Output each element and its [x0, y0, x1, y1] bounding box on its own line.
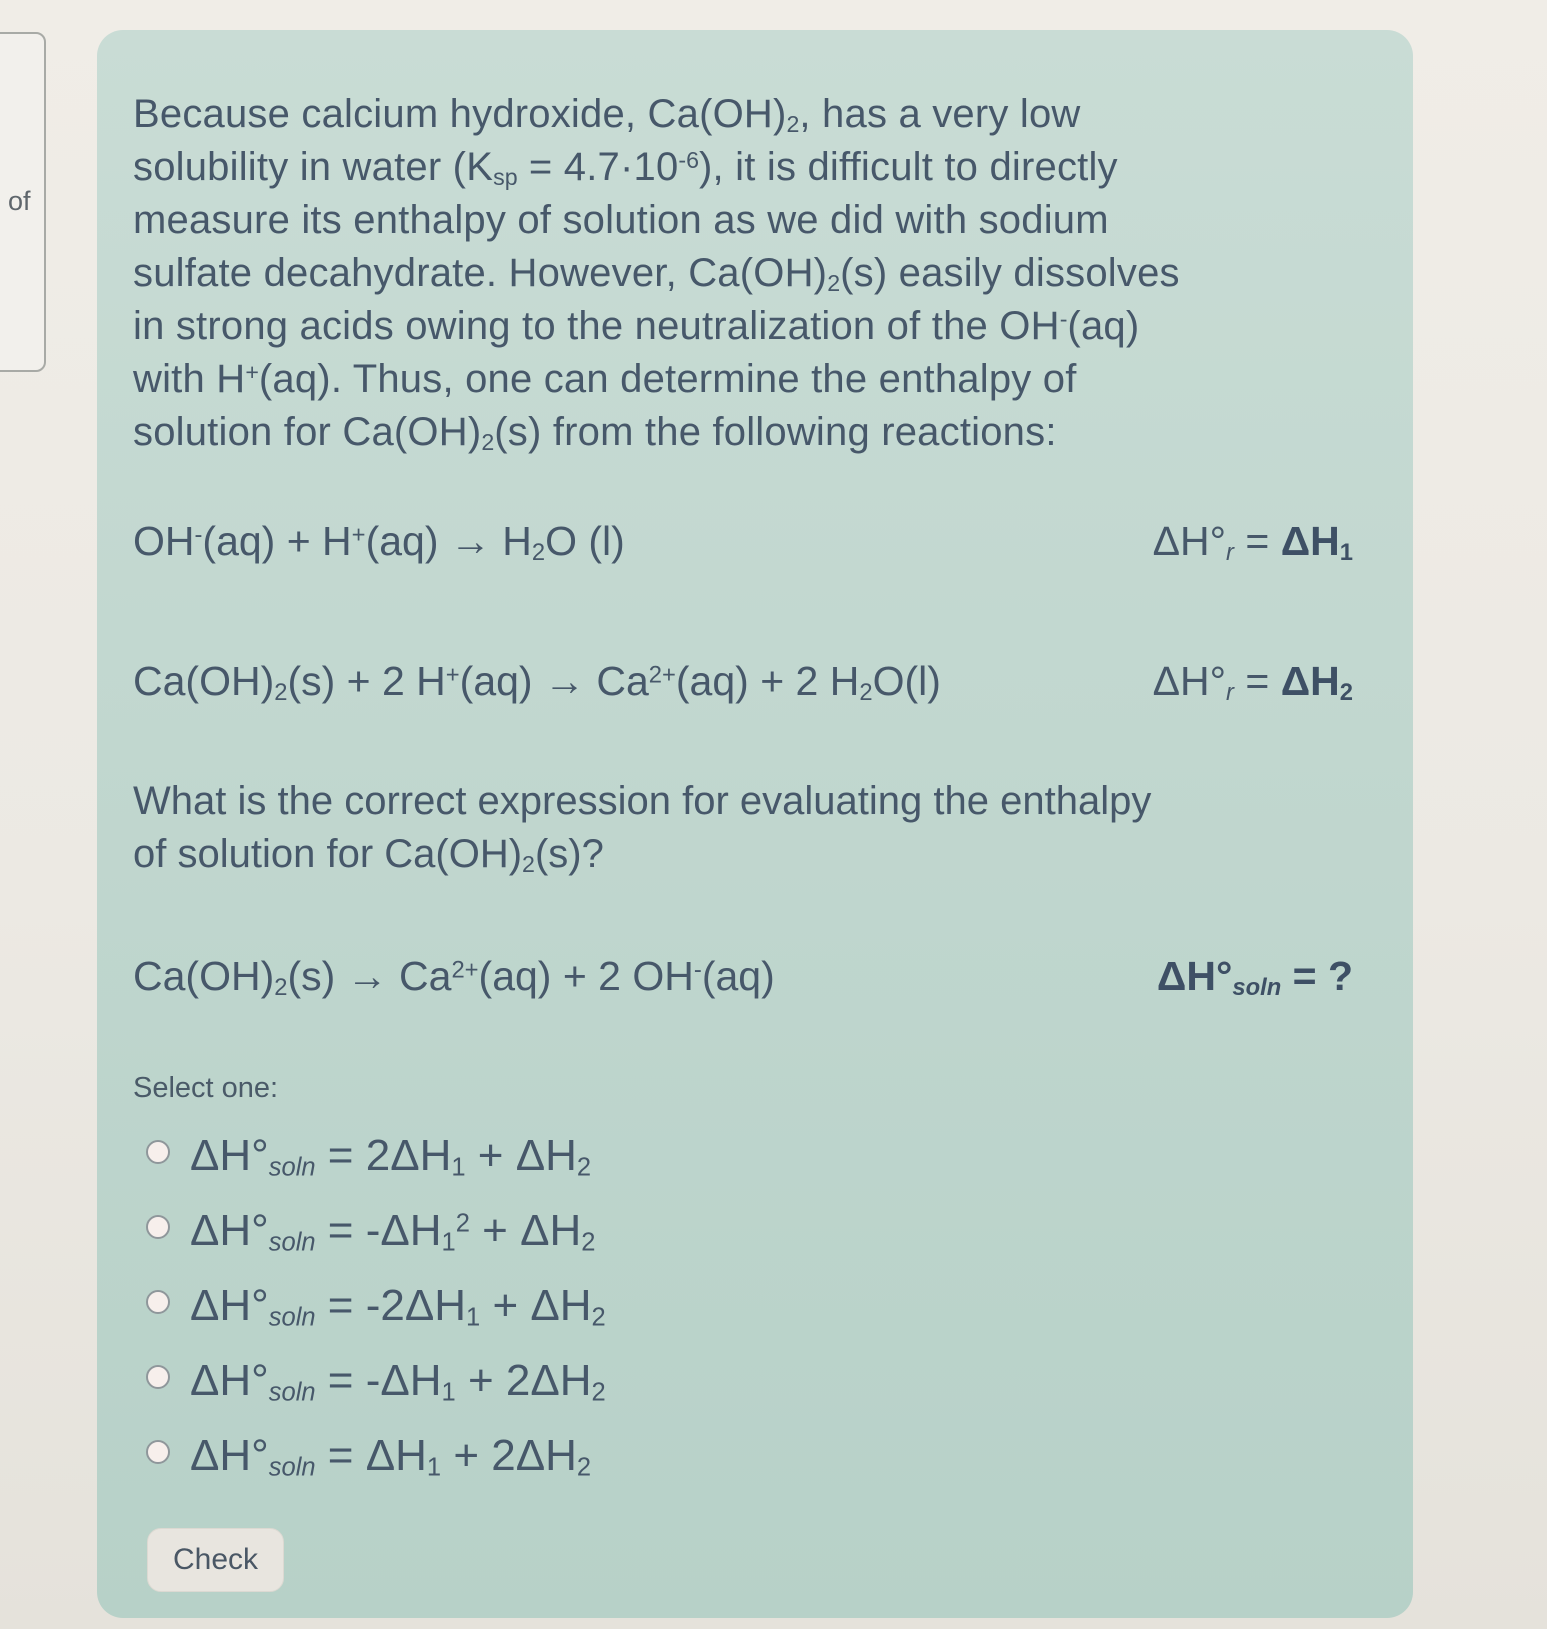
intro-line: sulfate decahydrate. However, $Ca(OH)_2(s)$ easily dissolves [133, 251, 1180, 297]
radio-button[interactable] [146, 1365, 170, 1389]
option-2-label: $\Delta H^\circ_{soln} = -\Delta H_1^2 + \Delta H_2$ [190, 1206, 596, 1257]
target-reaction [133, 950, 1353, 1003]
option-2[interactable] [146, 1204, 1353, 1257]
radio-button[interactable] [146, 1290, 170, 1314]
option-3[interactable] [146, 1279, 1353, 1332]
option-4-label: $\Delta H^\circ_{soln} = -\Delta H_1 + 2\Delta H_2$ [190, 1356, 606, 1407]
intro-line: solubility in water $(K_{sp} = 4.7\cdot 10^{-6})$, it is difficult to directly [133, 145, 1118, 191]
question-intro [133, 88, 1353, 459]
intro-line: in strong acids owing to the neutralization of the OH-(aq) [133, 304, 1140, 348]
intro-line: with H+(aq). Thus, one can determine the enthalpy of [133, 357, 1077, 401]
reaction-2-formula: $Ca(OH)_2(s) + 2$ $H^+(aq) \to Ca^{2+}(aq) + 2$ $H_2O(l)$ [133, 658, 941, 707]
reaction-2-enthalpy-label: $\Delta H^\circ_r = \Delta H_2$ [1152, 658, 1353, 707]
intro-line: Because calcium hydroxide, $Ca(OH)_2$, has a very low [133, 92, 1081, 138]
reaction-2 [133, 655, 1353, 708]
option-5[interactable] [146, 1429, 1353, 1482]
question-text [133, 775, 1353, 881]
select-one-prompt: Select one: [133, 1072, 279, 1104]
target-reaction-enthalpy-label: $\Delta H^\circ_{soln}$ = ? [1156, 953, 1353, 1002]
answer-options [133, 1129, 1353, 1482]
option-1-label: $\Delta H^\circ_{soln} = 2\Delta H_1 + \Delta H_2$ [190, 1131, 592, 1182]
option-5-label: $\Delta H^\circ_{soln} = \Delta H_1 + 2\Delta H_2$ [190, 1431, 592, 1482]
intro-line: measure its enthalpy of solution as we did with sodium [133, 198, 1109, 242]
radio-button[interactable] [146, 1440, 170, 1464]
intro-line: solution for $Ca(OH)_2(s)$ from the following reactions: [133, 410, 1057, 456]
option-3-label: $\Delta H^\circ_{soln} = -2\Delta H_1 + \Delta H_2$ [190, 1281, 606, 1332]
question-line: of solution for $Ca(OH)_2(s)$? [133, 832, 604, 878]
option-1[interactable] [146, 1129, 1353, 1182]
question-line: What is the correct expression for evaluating the enthalpy [133, 779, 1152, 823]
left-partial-panel [0, 32, 46, 372]
partial-text: of [8, 186, 31, 216]
radio-button[interactable] [146, 1215, 170, 1239]
reaction-1-enthalpy-label: $\Delta H^\circ_r = \Delta H_1$ [1152, 518, 1353, 567]
reaction-1 [133, 515, 1353, 568]
radio-button[interactable] [146, 1140, 170, 1164]
option-4[interactable] [146, 1354, 1353, 1407]
reaction-1-formula: $OH^-(aq) + H^+(aq) \to H_2O$ (l) [133, 518, 625, 567]
question-card [97, 30, 1413, 1618]
check-button[interactable]: Check [147, 1528, 284, 1592]
target-reaction-formula: $Ca(OH)_2(s) \to Ca^{2+}(aq) + 2$ OH-(aq) [133, 953, 775, 1002]
